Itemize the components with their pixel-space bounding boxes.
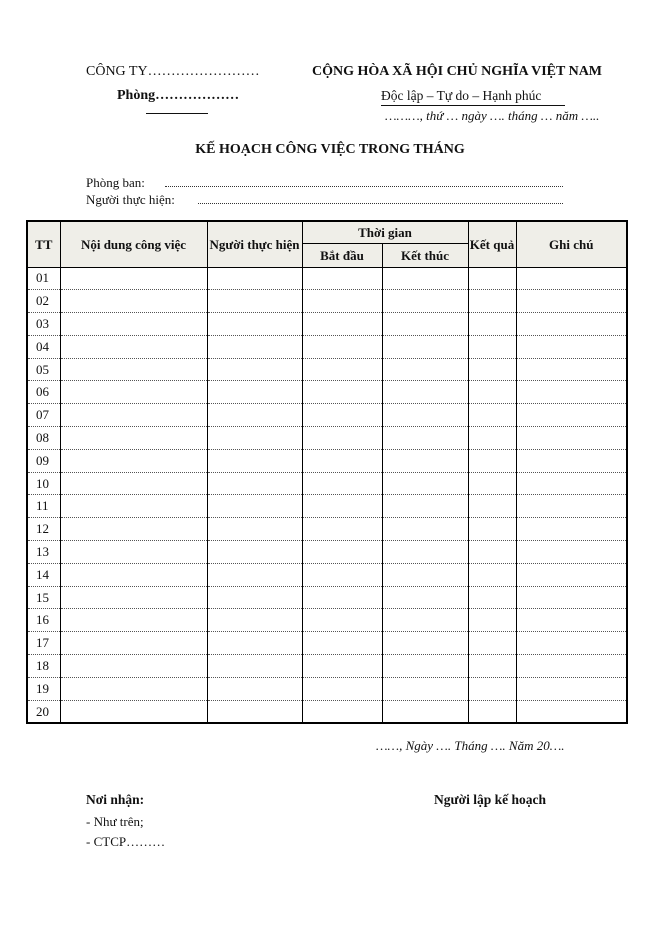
table-row (27, 472, 627, 495)
person-cell[interactable] (207, 677, 302, 700)
col-header-result: Kết quả (468, 221, 516, 267)
start-cell[interactable] (302, 700, 382, 723)
note-cell[interactable] (516, 518, 627, 541)
row-number: 15 (27, 586, 60, 609)
document-title: KẾ HOẠCH CÔNG VIỆC TRONG THÁNG (195, 142, 465, 157)
row-number: 10 (27, 472, 60, 495)
table-row (27, 313, 627, 336)
department-fill-line (165, 178, 563, 187)
content-cell[interactable] (60, 290, 207, 313)
row-number: 02 (27, 290, 60, 313)
row-number: 04 (27, 335, 60, 358)
content-cell[interactable] (60, 381, 207, 404)
recipient-item: - Như trên; (86, 814, 144, 829)
result-cell[interactable] (468, 609, 516, 632)
person-cell[interactable] (207, 609, 302, 632)
end-cell[interactable] (382, 381, 468, 404)
result-cell[interactable] (468, 563, 516, 586)
start-cell[interactable] (302, 609, 382, 632)
end-cell[interactable] (382, 586, 468, 609)
end-cell[interactable] (382, 267, 468, 290)
content-cell[interactable] (60, 358, 207, 381)
end-cell[interactable] (382, 495, 468, 518)
end-cell[interactable] (382, 609, 468, 632)
note-cell[interactable] (516, 427, 627, 450)
person-cell[interactable] (207, 632, 302, 655)
note-cell[interactable] (516, 290, 627, 313)
end-cell[interactable] (382, 655, 468, 678)
result-cell[interactable] (468, 313, 516, 336)
table-row (27, 335, 627, 358)
note-cell[interactable] (516, 655, 627, 678)
end-cell[interactable] (382, 700, 468, 723)
motto-underline (381, 105, 565, 106)
person-cell[interactable] (207, 381, 302, 404)
end-cell[interactable] (382, 335, 468, 358)
start-cell[interactable] (302, 632, 382, 655)
end-cell[interactable] (382, 563, 468, 586)
person-cell[interactable] (207, 700, 302, 723)
person-cell[interactable] (207, 563, 302, 586)
table-row (27, 677, 627, 700)
note-cell[interactable] (516, 609, 627, 632)
note-cell[interactable] (516, 313, 627, 336)
row-number: 06 (27, 381, 60, 404)
note-cell[interactable] (516, 677, 627, 700)
start-cell[interactable] (302, 541, 382, 564)
table-row (27, 404, 627, 427)
note-cell[interactable] (516, 381, 627, 404)
col-header-person: Người thực hiện (207, 221, 302, 267)
end-cell[interactable] (382, 313, 468, 336)
department-label: Phòng ban: (86, 175, 145, 190)
end-cell[interactable] (382, 427, 468, 450)
signature-date: ……, Ngày …. Tháng …. Năm 20…. (376, 738, 565, 753)
end-cell[interactable] (382, 472, 468, 495)
content-cell[interactable] (60, 313, 207, 336)
row-number: 11 (27, 495, 60, 518)
row-number: 05 (27, 358, 60, 381)
content-cell[interactable] (60, 518, 207, 541)
row-number: 14 (27, 563, 60, 586)
col-header-end: Kết thúc (382, 243, 468, 267)
row-number: 19 (27, 677, 60, 700)
content-cell[interactable] (60, 586, 207, 609)
table-row (27, 381, 627, 404)
note-cell[interactable] (516, 358, 627, 381)
note-cell[interactable] (516, 541, 627, 564)
note-cell[interactable] (516, 472, 627, 495)
planner-signature-title: Người lập kế hoạch (434, 792, 546, 807)
row-number: 07 (27, 404, 60, 427)
table-row (27, 267, 627, 290)
result-cell[interactable] (468, 404, 516, 427)
person-cell[interactable] (207, 518, 302, 541)
table-row (27, 700, 627, 723)
result-cell[interactable] (468, 290, 516, 313)
result-cell[interactable] (468, 381, 516, 404)
end-cell[interactable] (382, 541, 468, 564)
start-cell[interactable] (302, 495, 382, 518)
person-cell[interactable] (207, 586, 302, 609)
result-cell[interactable] (468, 655, 516, 678)
end-cell[interactable] (382, 358, 468, 381)
row-number: 18 (27, 655, 60, 678)
start-cell[interactable] (302, 586, 382, 609)
result-cell[interactable] (468, 518, 516, 541)
end-cell[interactable] (382, 404, 468, 427)
content-cell[interactable] (60, 541, 207, 564)
content-cell[interactable] (60, 609, 207, 632)
content-cell[interactable] (60, 655, 207, 678)
recipients-title: Nơi nhận: (86, 792, 145, 807)
content-cell[interactable] (60, 427, 207, 450)
result-cell[interactable] (468, 632, 516, 655)
start-cell[interactable] (302, 313, 382, 336)
col-header-note: Ghi chú (516, 221, 627, 267)
work-plan-table (26, 220, 628, 724)
result-cell[interactable] (468, 541, 516, 564)
nation-title: CỘNG HÒA XÃ HỘI CHỦ NGHĨA VIỆT NAM (312, 64, 603, 79)
person-cell[interactable] (207, 358, 302, 381)
recipient-item: - CTCP……… (86, 834, 166, 849)
person-cell[interactable] (207, 404, 302, 427)
performer-fill-line (198, 195, 563, 204)
start-cell[interactable] (302, 267, 382, 290)
table-row (27, 586, 627, 609)
note-cell[interactable] (516, 700, 627, 723)
note-cell[interactable] (516, 632, 627, 655)
person-cell[interactable] (207, 541, 302, 564)
content-cell[interactable] (60, 404, 207, 427)
person-cell[interactable] (207, 472, 302, 495)
content-cell[interactable] (60, 335, 207, 358)
row-number: 09 (27, 449, 60, 472)
person-cell[interactable] (207, 335, 302, 358)
content-cell[interactable] (60, 495, 207, 518)
department-name: Phòng……………… (117, 88, 240, 103)
end-cell[interactable] (382, 518, 468, 541)
result-cell[interactable] (468, 358, 516, 381)
col-header-start: Bắt đầu (302, 243, 382, 267)
content-cell[interactable] (60, 267, 207, 290)
result-cell[interactable] (468, 335, 516, 358)
result-cell[interactable] (468, 267, 516, 290)
person-cell[interactable] (207, 495, 302, 518)
result-cell[interactable] (468, 586, 516, 609)
col-header-time: Thời gian (302, 221, 468, 243)
result-cell[interactable] (468, 677, 516, 700)
person-cell[interactable] (207, 313, 302, 336)
person-cell[interactable] (207, 290, 302, 313)
start-cell[interactable] (302, 655, 382, 678)
row-number: 03 (27, 313, 60, 336)
start-cell[interactable] (302, 290, 382, 313)
department-underline (146, 113, 208, 114)
note-cell[interactable] (516, 586, 627, 609)
start-cell[interactable] (302, 677, 382, 700)
result-cell[interactable] (468, 495, 516, 518)
row-number: 08 (27, 427, 60, 450)
table-row (27, 427, 627, 450)
start-cell[interactable] (302, 404, 382, 427)
start-cell[interactable] (302, 358, 382, 381)
end-cell[interactable] (382, 677, 468, 700)
result-cell[interactable] (468, 700, 516, 723)
col-header-no: TT (27, 221, 60, 267)
result-cell[interactable] (468, 449, 516, 472)
row-number: 12 (27, 518, 60, 541)
note-cell[interactable] (516, 495, 627, 518)
person-cell[interactable] (207, 449, 302, 472)
table-row (27, 541, 627, 564)
content-cell[interactable] (60, 677, 207, 700)
table-row (27, 655, 627, 678)
row-number: 16 (27, 609, 60, 632)
table-row (27, 449, 627, 472)
end-cell[interactable] (382, 290, 468, 313)
note-cell[interactable] (516, 267, 627, 290)
content-cell[interactable] (60, 472, 207, 495)
note-cell[interactable] (516, 404, 627, 427)
table-row (27, 358, 627, 381)
start-cell[interactable] (302, 427, 382, 450)
content-cell[interactable] (60, 563, 207, 586)
person-cell[interactable] (207, 267, 302, 290)
person-cell[interactable] (207, 655, 302, 678)
start-cell[interactable] (302, 563, 382, 586)
note-cell[interactable] (516, 335, 627, 358)
row-number: 13 (27, 541, 60, 564)
end-cell[interactable] (382, 449, 468, 472)
table-row (27, 290, 627, 313)
note-cell[interactable] (516, 449, 627, 472)
result-cell[interactable] (468, 472, 516, 495)
start-cell[interactable] (302, 472, 382, 495)
content-cell[interactable] (60, 632, 207, 655)
performer-label: Người thực hiện: (86, 192, 175, 207)
start-cell[interactable] (302, 449, 382, 472)
date-line: ………, thứ … ngày …. tháng … năm ….. (385, 108, 600, 123)
start-cell[interactable] (302, 335, 382, 358)
row-number: 17 (27, 632, 60, 655)
row-number: 01 (27, 267, 60, 290)
table-row (27, 609, 627, 632)
note-cell[interactable] (516, 563, 627, 586)
result-cell[interactable] (468, 427, 516, 450)
start-cell[interactable] (302, 381, 382, 404)
table-row (27, 563, 627, 586)
company-name: CÔNG TY…………………… (86, 64, 260, 79)
start-cell[interactable] (302, 518, 382, 541)
motto: Độc lập – Tự do – Hạnh phúc (381, 88, 542, 103)
content-cell[interactable] (60, 700, 207, 723)
table-row (27, 495, 627, 518)
content-cell[interactable] (60, 449, 207, 472)
end-cell[interactable] (382, 632, 468, 655)
row-number: 20 (27, 700, 60, 723)
table-row (27, 518, 627, 541)
person-cell[interactable] (207, 427, 302, 450)
table-row (27, 632, 627, 655)
col-header-content: Nội dung công việc (60, 221, 207, 267)
